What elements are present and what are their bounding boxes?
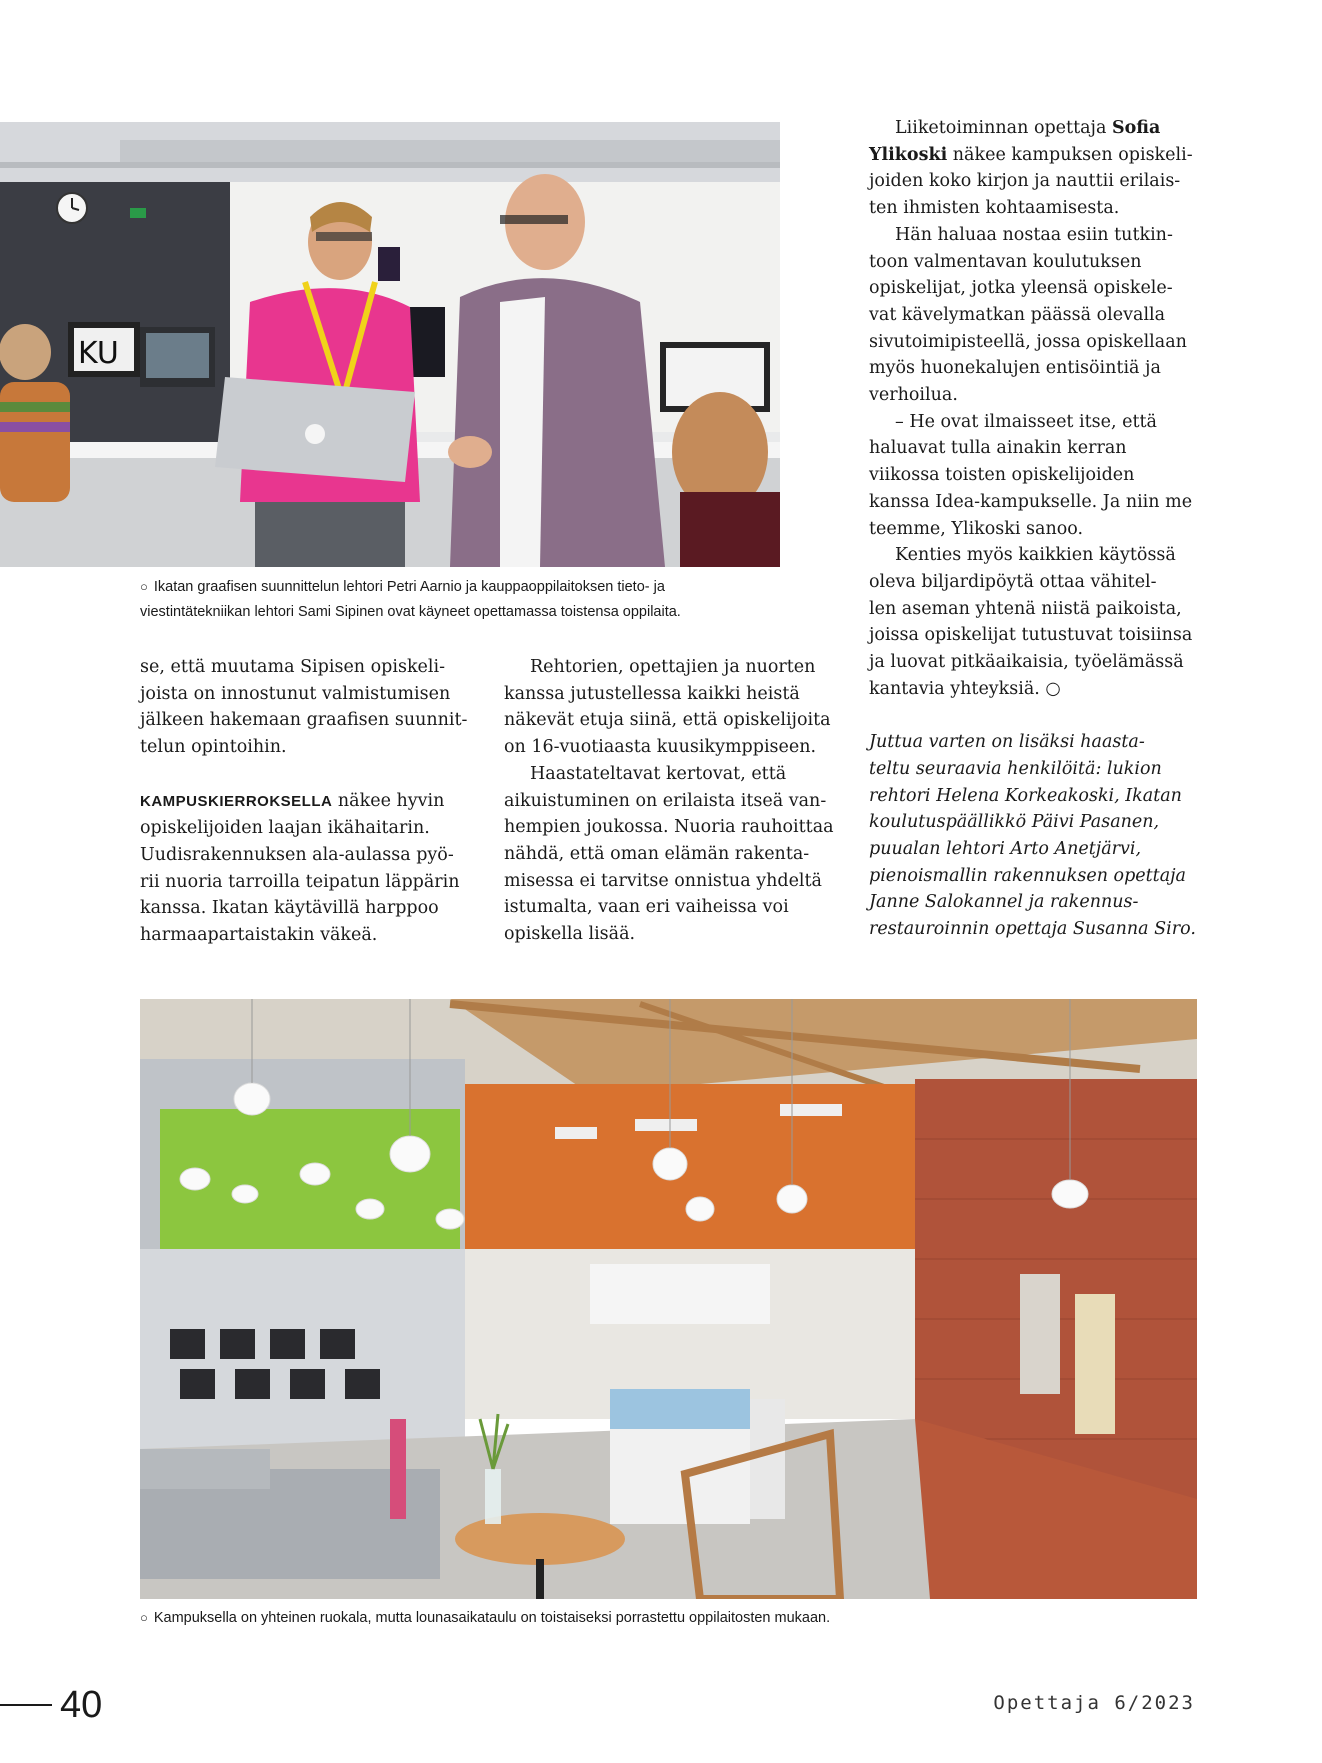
- text-line: joiden koko kirjon ja nauttii erilais-: [869, 171, 1181, 192]
- text-line: kanssa. Ikatan käytävillä harppoo: [140, 898, 439, 919]
- person-name: Ylikoski: [869, 144, 948, 165]
- text-line: harmaapartaistakin väkeä.: [140, 925, 378, 946]
- text-line: opiskelijat, jotka yleensä opiskele-: [869, 278, 1173, 299]
- text-line: teemme, Ylikoski sanoo.: [869, 518, 1084, 539]
- text-line: ten ihmisten kohtaamisesta.: [869, 198, 1120, 219]
- text-line: Kenties myös kaikkien käytössä: [895, 545, 1176, 566]
- photo-teachers-caption: [140, 574, 780, 625]
- section-lead-caps: KAMPUSKIERROKSELLA: [140, 792, 333, 810]
- text-line: aikuistuminen on erilaista itseä van-: [504, 790, 827, 811]
- text-line: len aseman yhtenä niistä paikoista,: [869, 598, 1182, 619]
- caption-line: viestintätekniikan lehtori Sami Sipinen ovat käyneet opettamassa toistensa oppilaita.: [140, 604, 681, 620]
- text-line: opiskelijoiden laajan ikähaitarin.: [140, 818, 430, 839]
- paragraph: [869, 542, 1209, 702]
- caption-text: Kampuksella on yhteinen ruokala, mutta lounasaikataulu on toistaiseksi porrastettu oppilaitosten mukaan.: [153, 1610, 831, 1626]
- text-line: istumalta, vaan eri vaiheissa voi: [504, 897, 789, 918]
- text-line: Liiketoiminnan opettaja: [895, 118, 1112, 138]
- text-line: näkee kampuksen opiskeli-: [947, 144, 1193, 165]
- photo-teachers: [0, 122, 780, 567]
- text-line: Haastateltavat kertovat, että: [530, 763, 787, 784]
- text-line: on 16-vuotiaasta kuusikymppiseen.: [504, 737, 817, 758]
- text-line: restauroinnin opettaja Susanna Siro.: [869, 919, 1196, 940]
- text-line: kanssa Idea-kampukselle. Ja niin me: [869, 491, 1193, 512]
- column-3: [869, 115, 1209, 943]
- magazine-issue: Opettaja 6/2023: [993, 1692, 1195, 1714]
- text-line: opiskella lisää.: [504, 924, 636, 945]
- text-line: se, että muutama Sipisen opiskeli-: [140, 657, 446, 677]
- text-line: Rehtorien, opettajien ja nuorten: [530, 657, 816, 677]
- text-line: misessa ei tarvitse onnistua yhdeltä: [504, 870, 822, 891]
- paragraph: [140, 788, 470, 949]
- text-line: Uudisrakennuksen ala-aulassa pyö-: [140, 844, 454, 865]
- text-line: Juttua varten on lisäksi haasta-: [869, 732, 1145, 753]
- person-name: Sofia: [1111, 118, 1161, 138]
- text-line: puualan lehtori Arto Anetjärvi,: [869, 838, 1142, 859]
- text-line: koulutuspäällikkö Päivi Pasanen,: [869, 812, 1160, 833]
- photo-cafeteria: [140, 999, 1197, 1599]
- text-line: ja luovat pitkäaikaisia, työelämässä: [869, 652, 1184, 673]
- caption-bullet-icon: ○: [140, 1610, 148, 1625]
- page-number: 40: [60, 1684, 103, 1726]
- text-line: rehtori Helena Korkeakoski, Ikatan: [869, 785, 1182, 806]
- text-line: verhoilua.: [869, 385, 958, 406]
- text-line: myös huonekalujen entisöintiä ja: [869, 358, 1161, 379]
- paragraph: [504, 654, 834, 761]
- paragraph: [869, 222, 1209, 409]
- text-line: näkevät etuja siinä, että opiskelijoita: [504, 710, 831, 731]
- text-line: joista on innostunut valmistumisen: [140, 683, 451, 704]
- text-line: näkee hyvin: [332, 790, 445, 811]
- text-line: oleva biljardipöytä ottaa vähitel-: [869, 571, 1157, 592]
- text-line: toon valmentavan koulutuksen: [869, 251, 1142, 272]
- text-line: haluavat tulla ainakin kerran: [869, 438, 1127, 459]
- photo-cafeteria-caption: [140, 1605, 1197, 1631]
- text-line: – He ovat ilmaisseet itse, että: [895, 411, 1157, 432]
- text-line: hempien joukossa. Nuoria rauhoittaa: [504, 817, 834, 838]
- text-line: pienoismallin rakennuksen opettaja: [869, 865, 1186, 886]
- text-line: vat kävelymatkan päässä olevalla: [869, 304, 1166, 325]
- footer-rule: [0, 1704, 52, 1706]
- text-line: sivutoimipisteellä, jossa opiskellaan: [869, 331, 1187, 352]
- interview-note: [869, 729, 1209, 943]
- caption-bullet-icon: ○: [140, 579, 148, 594]
- text-line: viikossa toisten opiskelijoiden: [869, 465, 1135, 486]
- text-line: jälkeen hakemaan graafisen suunnit-: [140, 710, 468, 731]
- column-1: [140, 654, 470, 949]
- column-2: [504, 654, 834, 948]
- text-line: telun opintoihin.: [140, 737, 287, 758]
- paragraph: [869, 409, 1209, 543]
- paragraph: [140, 654, 470, 761]
- text-line: Janne Salokannel ja rakennus-: [869, 892, 1139, 913]
- monitor-ku-text: KU: [78, 336, 119, 371]
- text-line: kantavia yhteyksiä. ○: [869, 678, 1061, 699]
- text-line: nähdä, että oman elämän rakenta-: [504, 843, 810, 864]
- text-line: joissa opiskelijat tutustuvat toisiinsa: [869, 625, 1193, 646]
- paragraph: [869, 115, 1209, 222]
- text-line: rii nuoria tarroilla teipatun läppärin: [140, 871, 460, 892]
- text-line: kanssa jutustellessa kaikki heistä: [504, 683, 800, 704]
- text-line: teltu seuraavia henkilöitä: lukion: [869, 758, 1162, 779]
- caption-line: Ikatan graafisen suunnittelun lehtori Petri Aarnio ja kauppaoppilaitoksen tieto- ja: [153, 579, 665, 595]
- text-line: Hän haluaa nostaa esiin tutkin-: [895, 224, 1173, 245]
- paragraph: [504, 761, 834, 948]
